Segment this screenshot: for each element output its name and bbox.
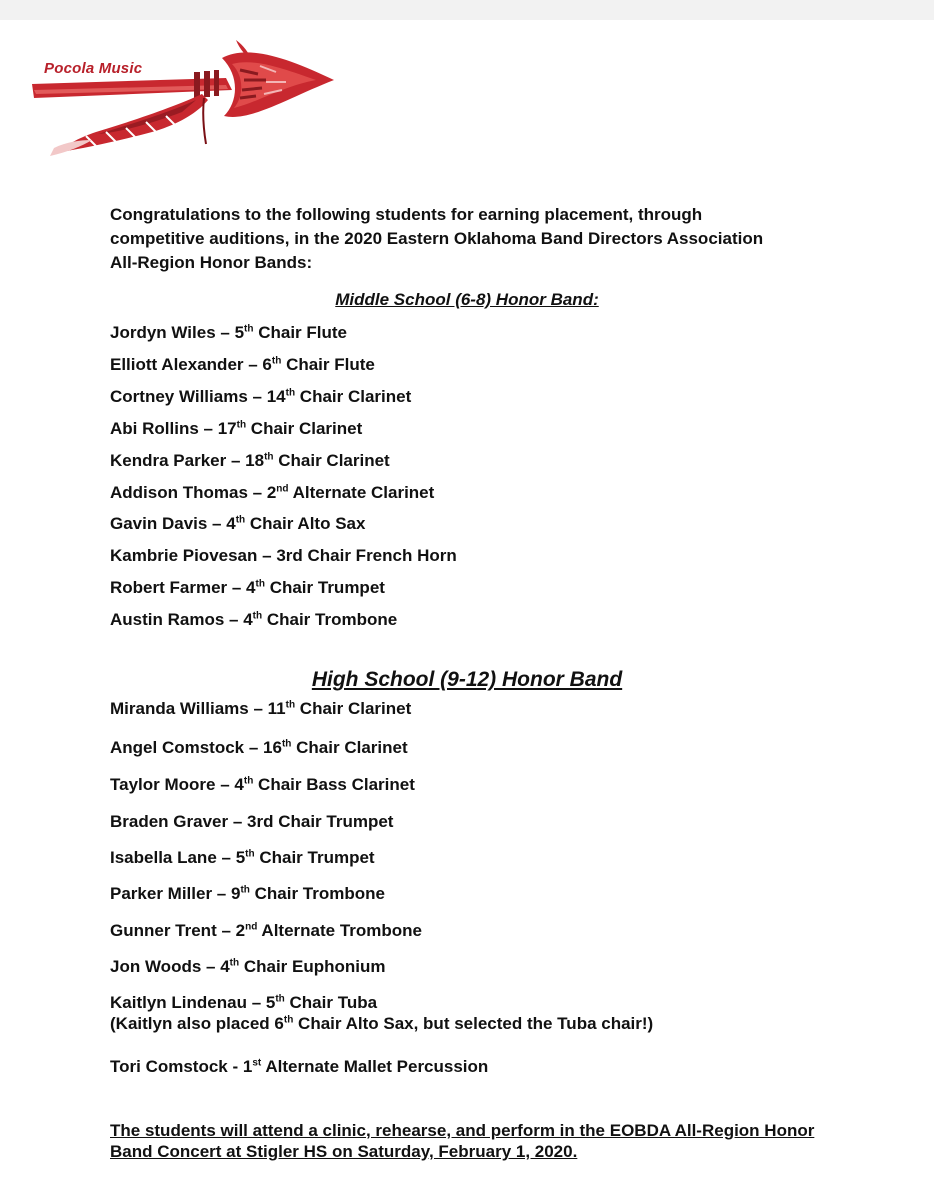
separator: – bbox=[215, 323, 235, 342]
placement: Chair Clarinet bbox=[295, 699, 412, 718]
ordinal-suffix: th bbox=[285, 387, 296, 399]
student-name: Braden Graver bbox=[110, 812, 229, 831]
placement: Chair Tuba bbox=[284, 993, 378, 1012]
ordinal-suffix: th bbox=[271, 355, 282, 367]
placement: Chair Trombone bbox=[249, 884, 385, 903]
ordinal-suffix: nd bbox=[245, 921, 258, 933]
chair-number: 2 bbox=[266, 483, 277, 502]
student-name: Angel Comstock bbox=[110, 738, 245, 757]
chair-number: 6 bbox=[262, 355, 272, 374]
placement: Chair Clarinet bbox=[246, 419, 363, 438]
chair-number: 3rd bbox=[276, 546, 303, 565]
ordinal-suffix: th bbox=[275, 993, 285, 1005]
separator: – bbox=[216, 921, 236, 940]
ordinal-suffix: th bbox=[229, 957, 240, 969]
ordinal-suffix: nd bbox=[276, 483, 289, 495]
intro-paragraph: Congratulations to the following students for earning placement, through competitive auditions, in the 2020 Eastern Oklahoma Band Directors Association All-Region Honor Bands: bbox=[110, 205, 764, 272]
placement: Chair French Horn bbox=[302, 546, 457, 565]
logo-text: Pocola Music bbox=[44, 60, 143, 77]
placement: Chair Bass Clarinet bbox=[253, 775, 415, 794]
list-item bbox=[110, 482, 434, 504]
placement: Chair Clarinet bbox=[295, 387, 412, 406]
chair-number: 17 bbox=[217, 419, 237, 438]
student-name: Parker Miller bbox=[110, 884, 213, 903]
arrow-feather-icon bbox=[26, 36, 336, 158]
chair-number: 5 bbox=[235, 848, 246, 867]
separator: – bbox=[246, 993, 266, 1012]
list-item bbox=[110, 920, 422, 942]
list-item bbox=[110, 609, 397, 631]
list-item bbox=[110, 1056, 488, 1078]
ordinal-suffix: th bbox=[285, 699, 296, 711]
placement: Chair Clarinet bbox=[273, 451, 390, 470]
chair-number: 4 bbox=[246, 578, 256, 597]
ordinal-suffix: th bbox=[245, 848, 255, 860]
chair-number: 4 bbox=[220, 957, 230, 976]
middle-school-heading: Middle School (6-8) Honor Band: bbox=[335, 290, 599, 309]
list-item bbox=[110, 322, 347, 344]
student-name: Cortney Williams bbox=[110, 387, 248, 406]
separator: – bbox=[228, 812, 248, 831]
chair-number: 4 bbox=[234, 775, 244, 794]
separator: – bbox=[215, 775, 235, 794]
ordinal-suffix: th bbox=[243, 775, 254, 787]
ordinal-suffix: th bbox=[235, 514, 246, 526]
placement: Chair Trombone bbox=[262, 610, 398, 629]
high-school-heading: High School (9-12) Honor Band bbox=[311, 668, 623, 691]
ordinal-suffix: th bbox=[252, 610, 263, 622]
student-name: Jon Woods bbox=[110, 957, 202, 976]
student-name: Isabella Lane bbox=[110, 848, 217, 867]
student-name: Robert Farmer bbox=[110, 578, 228, 597]
list-item bbox=[110, 545, 457, 567]
chair-number: 2 bbox=[235, 921, 246, 940]
chair-number: 9 bbox=[230, 884, 241, 903]
list-item bbox=[110, 811, 393, 833]
student-name: Kendra Parker bbox=[110, 451, 227, 470]
ordinal-suffix: st bbox=[252, 1057, 262, 1069]
separator: – bbox=[247, 483, 267, 502]
chair-number: 11 bbox=[267, 699, 286, 718]
separator: – bbox=[201, 957, 221, 976]
list-item bbox=[110, 450, 390, 472]
student-name: Tori Comstock bbox=[110, 1057, 228, 1076]
list-item bbox=[110, 418, 362, 440]
note-suffix: th bbox=[283, 1014, 294, 1026]
student-name: Kambrie Piovesan bbox=[110, 546, 258, 565]
note-num: 6 bbox=[274, 1014, 284, 1033]
chair-number: 4 bbox=[226, 514, 236, 533]
placement: Chair Euphonium bbox=[239, 957, 386, 976]
chair-number: 18 bbox=[245, 451, 265, 470]
placement: Alternate Trombone bbox=[257, 921, 422, 940]
separator: – bbox=[244, 738, 264, 757]
placement: Chair Trumpet bbox=[264, 578, 385, 597]
student-name: Elliott Alexander bbox=[110, 355, 244, 374]
chair-number: 16 bbox=[263, 738, 282, 757]
student-name: Addison Thomas bbox=[110, 483, 248, 502]
student-name: Miranda Williams bbox=[110, 699, 249, 718]
student-name: Jordyn Wiles bbox=[110, 323, 216, 342]
list-item bbox=[110, 774, 415, 796]
kaitlyn-note bbox=[110, 1014, 653, 1034]
list-item bbox=[110, 847, 375, 869]
student-name: Austin Ramos bbox=[110, 610, 225, 629]
list-item bbox=[110, 737, 408, 759]
chair-number: 5 bbox=[265, 993, 276, 1012]
separator: – bbox=[224, 610, 244, 629]
student-name: Taylor Moore bbox=[110, 775, 216, 794]
note-after: Chair Alto Sax, but selected the Tuba chair!) bbox=[293, 1014, 654, 1033]
placement: Alternate Mallet Percussion bbox=[261, 1057, 489, 1076]
student-name: Gunner Trent bbox=[110, 921, 217, 940]
pocola-music-logo bbox=[26, 36, 336, 158]
placement: Chair Flute bbox=[253, 323, 347, 342]
ordinal-suffix: th bbox=[240, 884, 250, 896]
placement: Chair Trumpet bbox=[254, 848, 375, 867]
placement: Chair Flute bbox=[281, 355, 375, 374]
list-item bbox=[110, 577, 385, 599]
separator: – bbox=[198, 419, 218, 438]
placement: Chair Clarinet bbox=[291, 738, 408, 757]
list-item bbox=[110, 698, 411, 720]
chair-number: 14 bbox=[266, 387, 286, 406]
ordinal-suffix: th bbox=[281, 738, 292, 750]
list-item bbox=[110, 956, 386, 978]
ordinal-suffix: th bbox=[244, 323, 254, 335]
list-item bbox=[110, 354, 375, 376]
ordinal-suffix: th bbox=[264, 451, 274, 463]
student-name: Kaitlyn Lindenau bbox=[110, 993, 247, 1012]
list-item bbox=[110, 992, 377, 1014]
separator: – bbox=[207, 514, 227, 533]
ordinal-suffix: th bbox=[236, 419, 247, 431]
chair-number: 1 bbox=[242, 1057, 253, 1076]
separator: – bbox=[257, 546, 277, 565]
separator: – bbox=[227, 578, 247, 597]
placement: Alternate Clarinet bbox=[288, 483, 435, 502]
list-item bbox=[110, 386, 411, 408]
chair-number: 5 bbox=[234, 323, 245, 342]
separator: – bbox=[243, 355, 263, 374]
note-before: (Kaitlyn also placed bbox=[110, 1014, 275, 1033]
separator: – bbox=[216, 848, 236, 867]
separator: - bbox=[227, 1057, 243, 1076]
separator: – bbox=[248, 699, 268, 718]
student-name: Abi Rollins bbox=[110, 419, 199, 438]
closing-statement: The students will attend a clinic, rehearse, and perform in the EOBDA All-Region Honor Band Concert at Stigler HS on Saturday, February 1, 2020. bbox=[110, 1121, 815, 1161]
placement: Chair Trumpet bbox=[273, 812, 394, 831]
top-bar bbox=[0, 0, 934, 20]
list-item bbox=[110, 513, 365, 535]
separator: – bbox=[226, 451, 246, 470]
placement: Chair Alto Sax bbox=[245, 514, 366, 533]
separator: – bbox=[247, 387, 267, 406]
ordinal-suffix: th bbox=[255, 578, 265, 590]
student-name: Gavin Davis bbox=[110, 514, 208, 533]
chair-number: 4 bbox=[243, 610, 253, 629]
separator: – bbox=[212, 884, 231, 903]
list-item bbox=[110, 883, 385, 905]
chair-number: 3rd bbox=[247, 812, 274, 831]
